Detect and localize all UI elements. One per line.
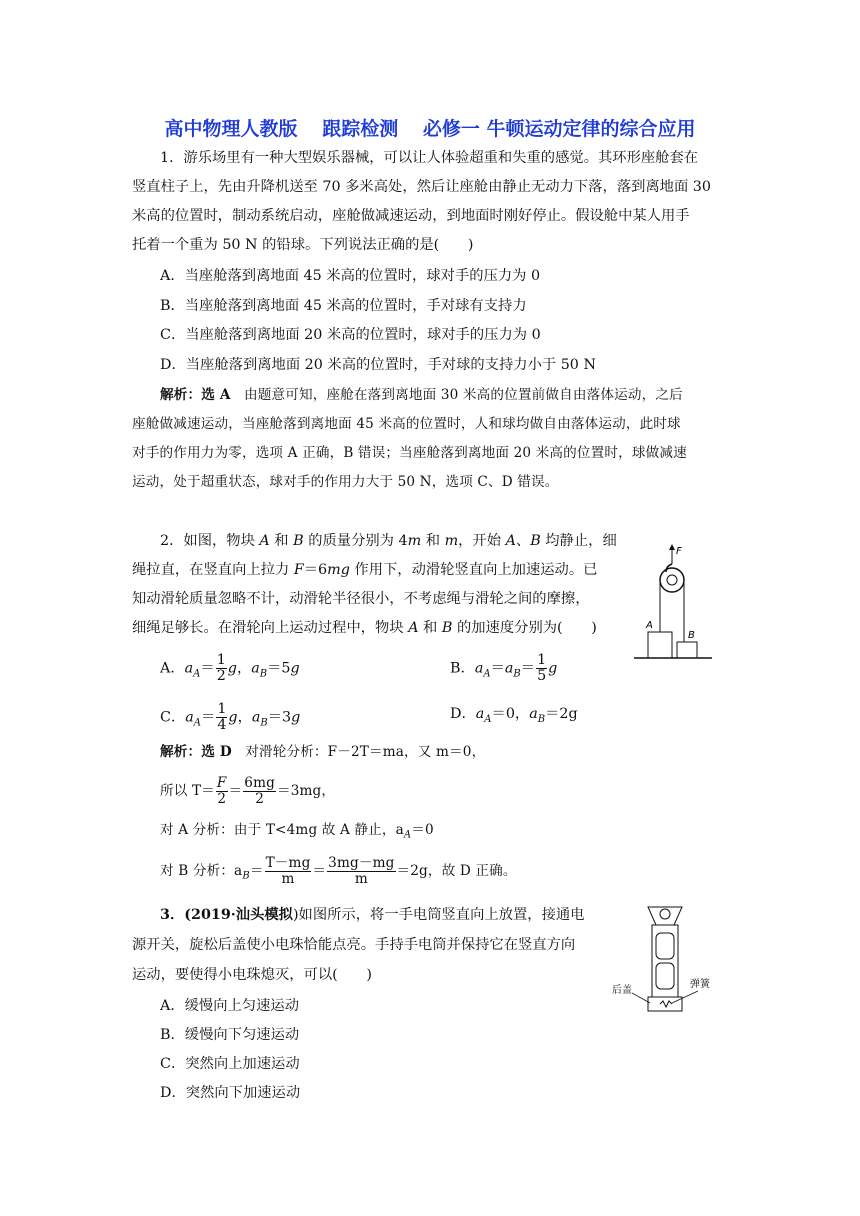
q3-option-c: C．突然向上加速运动 [160, 1056, 300, 1072]
q1-analysis-line: 对手的作用力为零，选项 A 正确，B 错误；当座舱落到离地面 20 米高的位置时，球做减速 [132, 445, 687, 461]
figure-block-b-label: B [688, 630, 695, 641]
q1-line: 米高的位置时，制动系统启动，座舱做减速运动，到地面时刚好停止。假设舱中某人用手 [132, 208, 690, 224]
q2-analysis-4: 对 B 分析：$a_B=$ $\frac{T-mg}{m}$ ＝ $\frac{3mg-mg}{m}$ ＝2g，故 D 正确。 [160, 855, 517, 887]
q1-option-a: A．当座舱落到离地面 45 米高的位置时，球对手的压力为 0 [160, 268, 541, 284]
q3-line-3: 运动，要使得小电珠熄灭，可以( ) [132, 967, 372, 983]
q2-analysis-1: 解析：选 D 对滑轮分析：F－2T＝ma，又 m＝0， [160, 744, 486, 760]
q1-line: 托着一个重为 50 N 的铅球。下列说法正确的是( ) [132, 237, 474, 253]
q3-line-2: 源开关，旋松后盖使小电珠恰能点亮。手持手电筒并保持它在竖直方向 [132, 937, 576, 953]
q1-option-c: C．当座舱落到离地面 20 米高的位置时，球对手的压力为 0 [160, 327, 541, 343]
q2-line-1: 2．如图，物块 A 和 B 的质量分别为 4m 和 m，开始 A、B 均静止，细 [160, 533, 617, 549]
q1-analysis-text: 由题意可知，座舱在落到离地面 30 米高的位置前做自由落体运动，之后 [243, 387, 683, 403]
q1-analysis-label: 解析：选 A [160, 387, 231, 403]
q2-option-b: B．$a_A=a_B=$ $\frac{1}{5}$ g [450, 652, 558, 684]
figure-cap-label: 后盖 [612, 985, 632, 996]
q2-option-c: C．$a_A=$ $\frac{1}{4}$ g，$a_B=3g$ [160, 701, 301, 733]
q1-option-d: D．当座舱落到离地面 20 米高的位置时，手对球的支持力小于 50 N [160, 357, 596, 373]
figure-block-a-label: A [646, 620, 653, 631]
q3-option-d: D．突然向下加速运动 [160, 1085, 301, 1101]
flashlight-figure [610, 903, 720, 1015]
q2-line-2: 绳拉直，在竖直向上拉力 F＝6mg 作用下，动滑轮竖直向上加速运动。已 [132, 562, 598, 578]
q3-option-b: B．缓慢向下匀速运动 [160, 1027, 300, 1043]
page-title [0, 114, 860, 141]
q1-analysis-line: 座舱做减速运动，当座舱落到离地面 45 米高的位置时，人和球均做自由落体运动，此时球 [132, 416, 681, 432]
q1-line: 1．游乐场里有一种大型娱乐器械，可以让人体验超重和失重的感觉。其环形座舱套在 [160, 150, 699, 166]
title-course: 高中物理人教版 [164, 118, 298, 140]
q2-line-3: 知动滑轮质量忽略不计，动滑轮半径很小，不考虑绳与滑轮之间的摩擦， [132, 591, 590, 607]
q3-option-a: A．缓慢向上匀速运动 [160, 998, 299, 1014]
title-type: 跟踪检测 [322, 118, 399, 140]
title-topic: 必修一 牛顿运动定律的综合应用 [422, 118, 696, 140]
pulley-figure [632, 542, 714, 664]
q2-analysis-2: 所以 T＝ $\frac{F}{2}$ ＝ $\frac{6mg}{2}$ ＝3mg， [160, 775, 336, 807]
q2-analysis-label: 解析：选 D [160, 744, 232, 760]
q2-option-a: A．$a_A=$ $\frac{1}{2}$ g，$a_B=5g$ [160, 652, 300, 684]
q2-option-d: D．$a_A=0$，$a_B=2g$ [450, 706, 578, 725]
q2-line-4: 细绳足够长。在滑轮向上运动过程中，物块 A 和 B 的加速度分别为( ) [132, 620, 597, 636]
q1-line: 竖直柱子上，先由升降机送至 70 多米高处，然后让座舱由静止无动力下落，落到离地面 30 [132, 179, 711, 195]
q1-analysis-first [160, 385, 683, 405]
figure-force-label: F [676, 546, 682, 557]
figure-spring-label: 弹簧 [690, 979, 710, 990]
q2-analysis-3: 对 A 分析：由于 T<4mg 故 A 静止，$a_A=0$ [160, 822, 434, 841]
q1-analysis-line: 运动，处于超重状态，球对手的作用力大于 50 N，选项 C、D 错误。 [132, 474, 559, 490]
q1-option-b: B．当座舱落到离地面 45 米高的位置时，手对球有支持力 [160, 298, 527, 314]
q3-line-1: 3．(2019·汕头模拟)如图所示，将一手电筒竖直向上放置，接通电 [160, 907, 585, 923]
